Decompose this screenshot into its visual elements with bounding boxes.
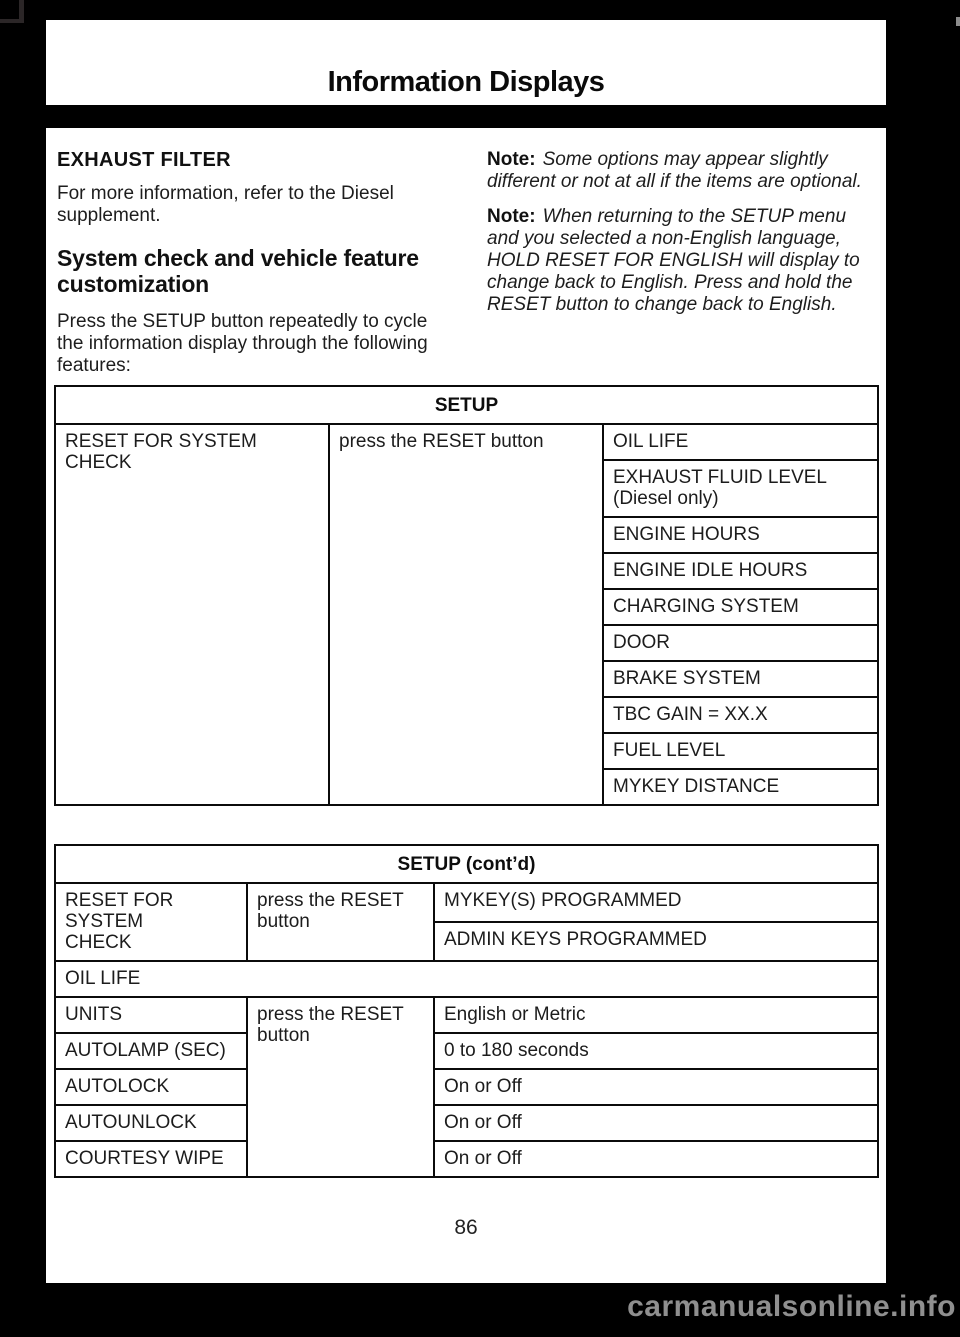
system-check-body: Press the SETUP button repeatedly to cycle the information display through the following features:	[57, 310, 428, 376]
oil-life-row-cell: OIL LIFE	[55, 961, 878, 997]
setup-table	[54, 385, 879, 806]
setup-option-cell: MYKEY DISTANCE	[603, 769, 878, 805]
setup-action-cell: RESET FOR SYSTEM CHECK	[55, 424, 329, 805]
feature-value-cell: 0 to 180 seconds	[434, 1033, 878, 1069]
setup-option-cell: OIL LIFE	[603, 424, 878, 460]
setup-option-cell: EXHAUST FLUID LEVEL (Diesel only)	[603, 460, 878, 517]
table-row	[55, 1033, 878, 1069]
feature-value-cell: On or Off	[434, 1105, 878, 1141]
setup-option-cell: TBC GAIN = XX.X	[603, 697, 878, 733]
table-row	[55, 424, 878, 460]
scan-corner-bracket	[0, 0, 24, 23]
system-check-heading: System check and vehicle feature customization	[57, 245, 419, 297]
feature-name-cell: AUTOLAMP (SEC)	[55, 1033, 247, 1069]
table-header-row	[55, 845, 878, 883]
feature-value-cell: On or Off	[434, 1069, 878, 1105]
chapter-title: Information Displays	[327, 66, 605, 98]
watermark-text: carmanualsonline.info	[627, 1290, 956, 1323]
table-header-row	[55, 386, 878, 424]
feature-value-cell: English or Metric	[434, 997, 878, 1033]
manual-page	[46, 128, 886, 1283]
setup-table-title: SETUP	[55, 386, 878, 424]
feature-value-cell: On or Off	[434, 1141, 878, 1177]
feature-name-cell: AUTOUNLOCK	[55, 1105, 247, 1141]
feature-name-cell: UNITS	[55, 997, 247, 1033]
table-row	[55, 1069, 878, 1105]
table-row	[55, 883, 878, 922]
note-1-text: Some options may appear slightly different or not at all if the items are optional.	[487, 149, 862, 192]
table-row	[55, 961, 878, 997]
table-row	[55, 1141, 878, 1177]
contd-option-cell: MYKEY(S) PROGRAMMED	[434, 883, 878, 922]
intro-right-column	[487, 149, 875, 387]
feature-name-cell: AUTOLOCK	[55, 1069, 247, 1105]
contd-option-cell: ADMIN KEYS PROGRAMMED	[434, 922, 878, 961]
table-row	[55, 997, 878, 1033]
feature-name-cell: COURTESY WIPE	[55, 1141, 247, 1177]
setup-option-cell: CHARGING SYSTEM	[603, 589, 878, 625]
intro-left-column	[57, 149, 435, 387]
note-1-label: Note:	[487, 149, 536, 170]
setup-option-cell: DOOR	[603, 625, 878, 661]
intro-columns	[57, 149, 875, 387]
setup-option-cell: FUEL LEVEL	[603, 733, 878, 769]
note-2-text: When returning to the SETUP menu and you selected a non-English language, HOLD RESET FOR ENGLISH will display to change back to English. Press and hold the RESET button to change back to English.	[487, 206, 860, 315]
chapter-header-band	[46, 20, 886, 105]
feature-instruction-cell: press the RESET button	[247, 997, 434, 1177]
note-2-label: Note:	[487, 206, 536, 227]
note-2	[487, 206, 875, 316]
page-number: 86	[454, 1216, 478, 1239]
setup-option-cell: ENGINE HOURS	[603, 517, 878, 553]
contd-instruction-cell: press the RESET button	[247, 883, 434, 961]
setup-option-cell: ENGINE IDLE HOURS	[603, 553, 878, 589]
setup-contd-table-title: SETUP (cont’d)	[55, 845, 878, 883]
note-1	[487, 149, 875, 193]
setup-option-cell: BRAKE SYSTEM	[603, 661, 878, 697]
setup-contd-table	[54, 844, 879, 1178]
contd-action-cell: RESET FOR SYSTEM CHECK	[55, 883, 247, 961]
setup-instruction-cell: press the RESET button	[329, 424, 603, 805]
scan-edge-artifact	[956, 17, 960, 26]
table-row	[55, 1105, 878, 1141]
exhaust-filter-heading: EXHAUST FILTER	[57, 149, 231, 171]
exhaust-filter-body: For more information, refer to the Diesel supplement.	[57, 183, 394, 226]
